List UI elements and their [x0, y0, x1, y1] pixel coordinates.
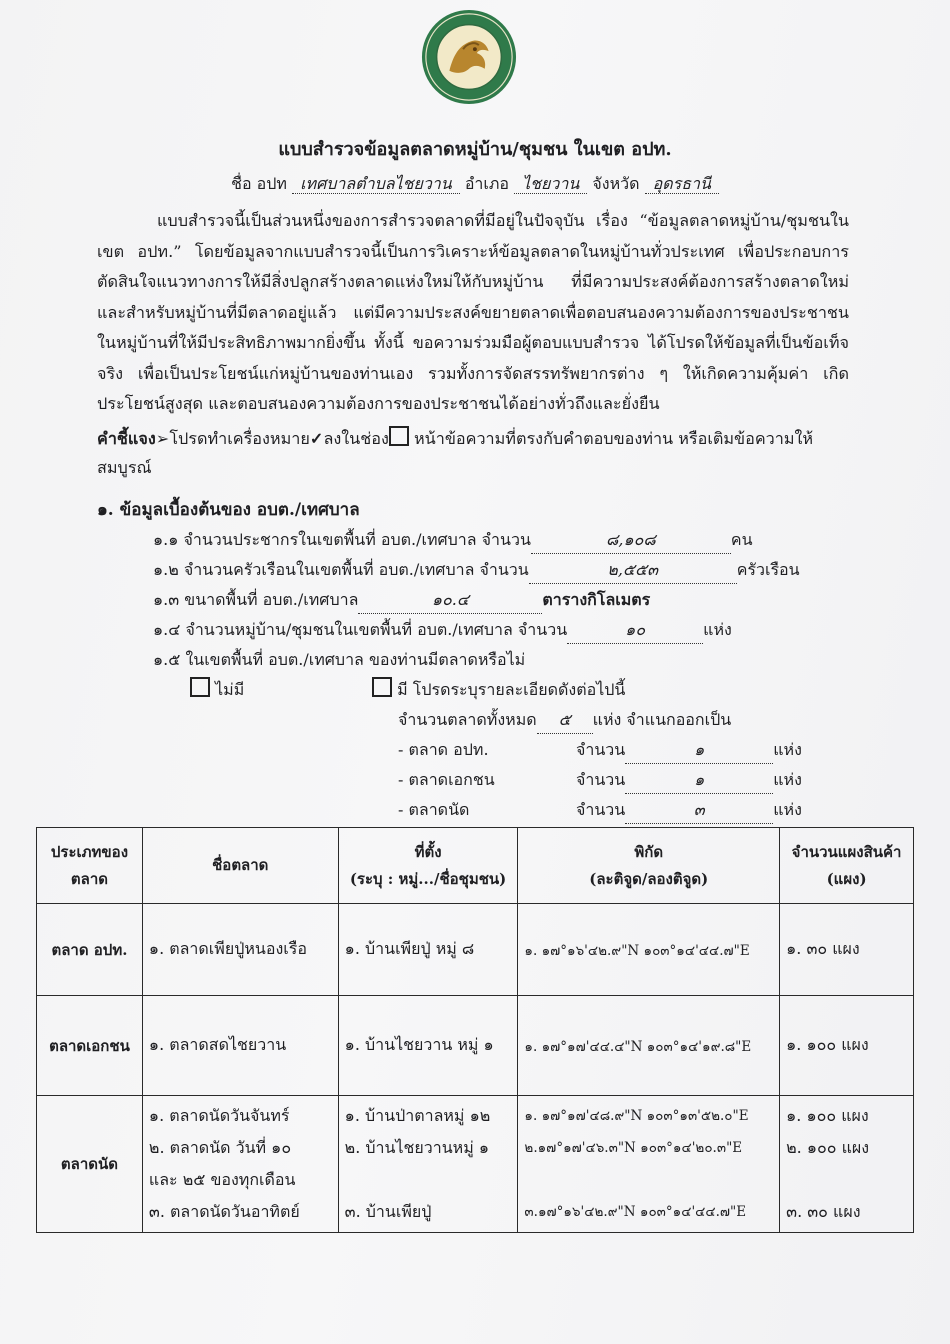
breakdown-unit: แห่ง [773, 740, 802, 759]
org-line [0, 172, 950, 197]
district-field[interactable]: ไชยวาน [514, 174, 587, 194]
table-row [37, 1096, 914, 1233]
instruction-label: คำชี้แจง [97, 429, 156, 448]
row-stalls: ๑. ๑๐๐ แผง ๒. ๑๐๐ แผง ๓. ๓๐ แผง [780, 1096, 914, 1233]
count-label: จำนวน [576, 740, 626, 759]
q2-value-field[interactable]: ๒,๕๕๓ [529, 558, 737, 584]
row-name: ๑. ตลาดเพียปู่หนองเรือ [142, 904, 338, 996]
header-coords: พิกัด (ละติจูด/ลองติจูด) [518, 828, 780, 904]
option-no-label: ไม่มี [215, 680, 245, 699]
row-location: ๑. บ้านไชยวาน หมู่ ๑ [338, 996, 518, 1096]
q4-label: ๑.๔ จำนวนหมู่บ้าน/ชุมชนในเขตพื้นที่ อบต./เทศบาล จำนวน [153, 620, 568, 639]
total-unit: แห่ง จำแนกออกเป็น [592, 710, 732, 729]
header-location: ที่ตั้ง (ระบุ : หมู่.../ชื่อชุมชน) [338, 828, 518, 904]
header-stalls: จำนวนแผงสินค้า (แผง) [780, 828, 914, 904]
q2-label: ๑.๒ จำนวนครัวเรือนในเขตพื้นที่ อบต./เทศบาล จำนวน [153, 560, 529, 579]
option-no[interactable] [190, 677, 244, 703]
district-label: อำเภอ [464, 174, 510, 193]
row-coords: ๑. ๑๗°๑๖'๔๒.๙"N ๑๐๓°๑๔'๔๔.๗"E [518, 904, 780, 996]
header-name: ชื่อตลาด [142, 828, 338, 904]
q5-label: ๑.๕ ในเขตพื้นที่ อบต./เทศบาล ของท่านมีตลาดหรือไม่ [153, 650, 526, 669]
breakdown-row [398, 798, 802, 824]
breakdown-label: - ตลาดเอกชน [398, 770, 495, 789]
q3-line [153, 588, 650, 614]
intro-paragraph: แบบสำรวจนี้เป็นส่วนหนึ่งของการสำรวจตลาดที่มีอยู่ในปัจจุบัน เรื่อง “ข้อมูลตลาดหมู่บ้าน/ชุมชนในเขต อปท.” โดยข้อมูลจากแบบสำรวจนี้เป็นการวิเคราะห์ข้อมูลตลาดในหมู่บ้านทั่วประเทศ เพื่อประกอบการตัดสินใจแนวทางการให้มีสิ่งปลูกสร้างตลาดแห่งใหม่ให้กับหมู่บ้าน ที่มีความประสงค์ต้องการสร้างตลาดใหม่ และสำหรับหมู่บ้านที่มีตลาดอยู่แล้ว แต่มีความประสงค์ขยายตลาดเพื่อตอบสนองความต้องการของประชาชนในหมู่บ้านที่ให้มีประสิทธิภาพมากยิ่งขึ้น ทั้งนี้ ขอความร่วมมือผู้ตอบแบบสำรวจ ได้โปรดให้ข้อมูลที่เป็นข้อเท็จจริง เพื่อเป็นประโยชน์แก่หมู่บ้านของท่านเอง รวมทั้งการจัดสรรทรัพยากรต่าง ๆ ให้เกิดความคุ้มค่า เกิดประโยชน์สูงสุด และตอบสนองความต้องการของประชาชนได้อย่างทั่วถึงและยั่งยืน [97, 211, 849, 413]
q2-line [153, 558, 800, 584]
checkbox-icon [389, 426, 409, 446]
table-row [37, 996, 914, 1096]
row-name: ๑. ตลาดสดไชยวาน [142, 996, 338, 1096]
row-type: ตลาดนัด [37, 1096, 143, 1233]
org-name-field[interactable]: เทศบาลตำบลไชยวาน [292, 174, 460, 194]
total-value-field[interactable]: ๕ [537, 708, 593, 734]
q3-value-field[interactable]: ๑๐.๔ [358, 588, 542, 614]
province-label: จังหวัด [592, 174, 640, 193]
row-coords: ๑. ๑๗°๑๗'๔๔.๔"N ๑๐๓°๑๔'๑๙.๘"E [518, 996, 780, 1096]
row-type: ตลาดเอกชน [37, 996, 143, 1096]
market-total-line [398, 708, 731, 734]
section-1-title: ๑. ข้อมูลเบื้องต้นของ อบต./เทศบาล [97, 500, 360, 520]
breakdown-value-field[interactable]: ๑ [625, 768, 773, 794]
q3-unit: ตารางกิโลเมตร [542, 590, 651, 609]
row-coords: ๑. ๑๗°๑๗'๔๘.๙"N ๑๐๓°๑๓'๕๒.๐"E ๒.๑๗°๑๗'๔๖.๓"N ๑๐๓°๑๔'๒๐.๓"E ๓.๑๗°๑๖'๔๒.๙"N ๑๐๓°๑๔'๔๔.๗"E [518, 1096, 780, 1233]
breakdown-row [398, 768, 802, 794]
row-location: ๑. บ้านเพียปู่ หมู่ ๘ [338, 904, 518, 996]
breakdown-unit: แห่ง [773, 800, 802, 819]
checkbox-no[interactable] [190, 677, 210, 697]
count-label: จำนวน [576, 770, 626, 789]
total-label: จำนวนตลาดทั้งหมด [398, 710, 537, 729]
row-name: ๑. ตลาดนัดวันจันทร์ ๒. ตลาดนัด วันที่ ๑๐ และ ๒๕ ของทุกเดือน ๓. ตลาดนัดวันอาทิตย์ [142, 1096, 338, 1233]
breakdown-value-field[interactable]: ๑ [625, 738, 773, 764]
breakdown-label: - ตลาด อปท. [398, 740, 489, 759]
option-yes-label: มี โปรดระบุรายละเอียดดังต่อไปนี้ [397, 680, 626, 699]
org-label: ชื่อ อปท [231, 174, 287, 193]
option-yes[interactable] [372, 677, 625, 703]
department-seal-logo [420, 8, 518, 106]
q1-unit: คน [730, 530, 753, 549]
form-title: แบบสำรวจข้อมูลตลาดหมู่บ้าน/ชุมชน ในเขต อปท. [278, 139, 672, 160]
q4-unit: แห่ง [703, 620, 732, 639]
instruction-text-2: ลงในช่อง [323, 429, 389, 448]
row-stalls: ๑. ๓๐ แผง [780, 904, 914, 996]
table-header-row [37, 828, 914, 904]
q3-label: ๑.๓ ขนาดพื้นที่ อบต./เทศบาล [153, 590, 359, 609]
count-label: จำนวน [576, 800, 626, 819]
q2-unit: ครัวเรือน [736, 560, 800, 579]
row-type: ตลาด อปท. [37, 904, 143, 996]
breakdown-value-field[interactable]: ๓ [625, 798, 773, 824]
province-field[interactable]: อุดรธานี [645, 174, 719, 194]
arrow-icon: ➢ [155, 429, 170, 448]
instruction-text-1: โปรดทำเครื่องหมาย [169, 429, 310, 448]
instruction-text-3: หน้าข้อความที่ตรงกับคำตอบของท่าน หรือเติมข้อความให้สมบูรณ์ [97, 429, 814, 477]
breakdown-label: - ตลาดนัด [398, 800, 470, 819]
q1-label: ๑.๑ จำนวนประชากรในเขตพื้นที่ อบต./เทศบาล จำนวน [153, 530, 531, 549]
breakdown-unit: แห่ง [773, 770, 802, 789]
q4-line [153, 618, 732, 644]
row-location: ๑. บ้านป่าตาลหมู่ ๑๒ ๒. บ้านไชยวานหมู่ ๑ ๓. บ้านเพียปู่ [338, 1096, 518, 1233]
table-row [37, 904, 914, 996]
instruction-line [97, 424, 857, 482]
checkbox-yes[interactable] [372, 677, 392, 697]
q4-value-field[interactable]: ๑๐ [567, 618, 703, 644]
market-table [36, 827, 914, 1233]
row-stalls: ๑. ๑๐๐ แผง [780, 996, 914, 1096]
breakdown-row [398, 738, 802, 764]
header-type: ประเภทของ ตลาด [37, 828, 143, 904]
q1-line [153, 528, 753, 554]
q1-value-field[interactable]: ๘,๑๐๘ [531, 528, 731, 554]
checkmark-icon: ✓ [309, 429, 324, 448]
